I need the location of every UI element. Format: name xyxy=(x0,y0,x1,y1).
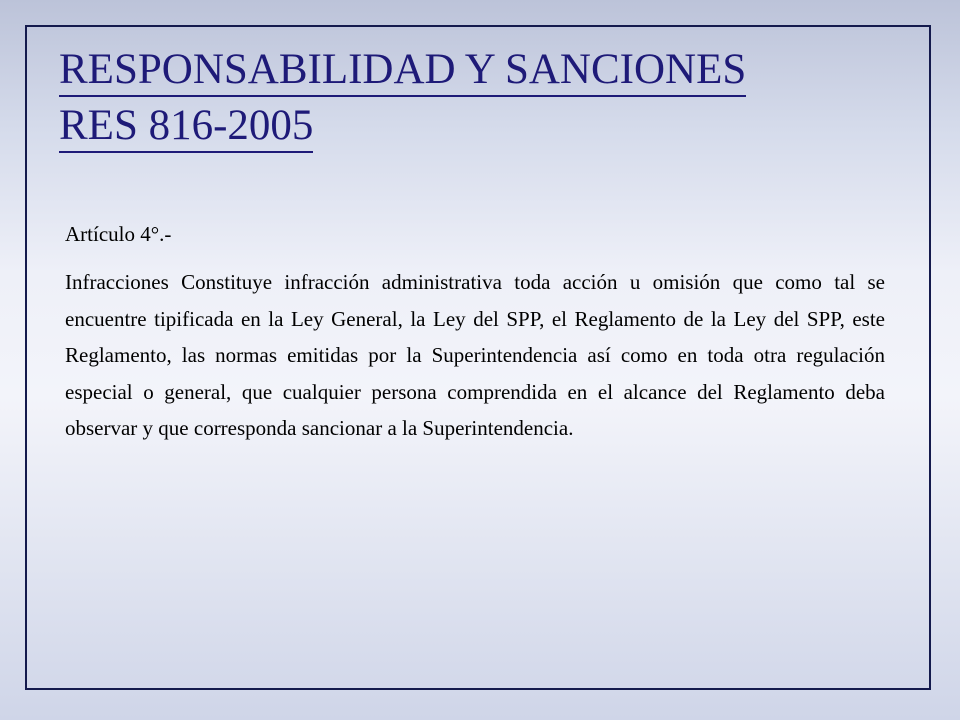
article-section xyxy=(65,220,885,447)
title-line-2: RES 816-2005 xyxy=(59,101,313,153)
slide-title xyxy=(59,45,746,157)
article-heading: Artículo 4°.- xyxy=(65,222,172,246)
title-line-1: RESPONSABILIDAD Y SANCIONES xyxy=(59,45,746,97)
article-body: Infracciones Constituye infracción administrativa toda acción u omisión que como tal se encuentre tipificada en la Ley General, la Ley del SPP, el Reglamento de la Ley del SPP, este Reglamento, las normas emitidas por la Superintendencia así como en toda otra regulación especial o general, que cualquier persona comprendida en el alcance del Reglamento deba observar y que corresponda sancionar a la Superintendencia. xyxy=(65,270,885,440)
